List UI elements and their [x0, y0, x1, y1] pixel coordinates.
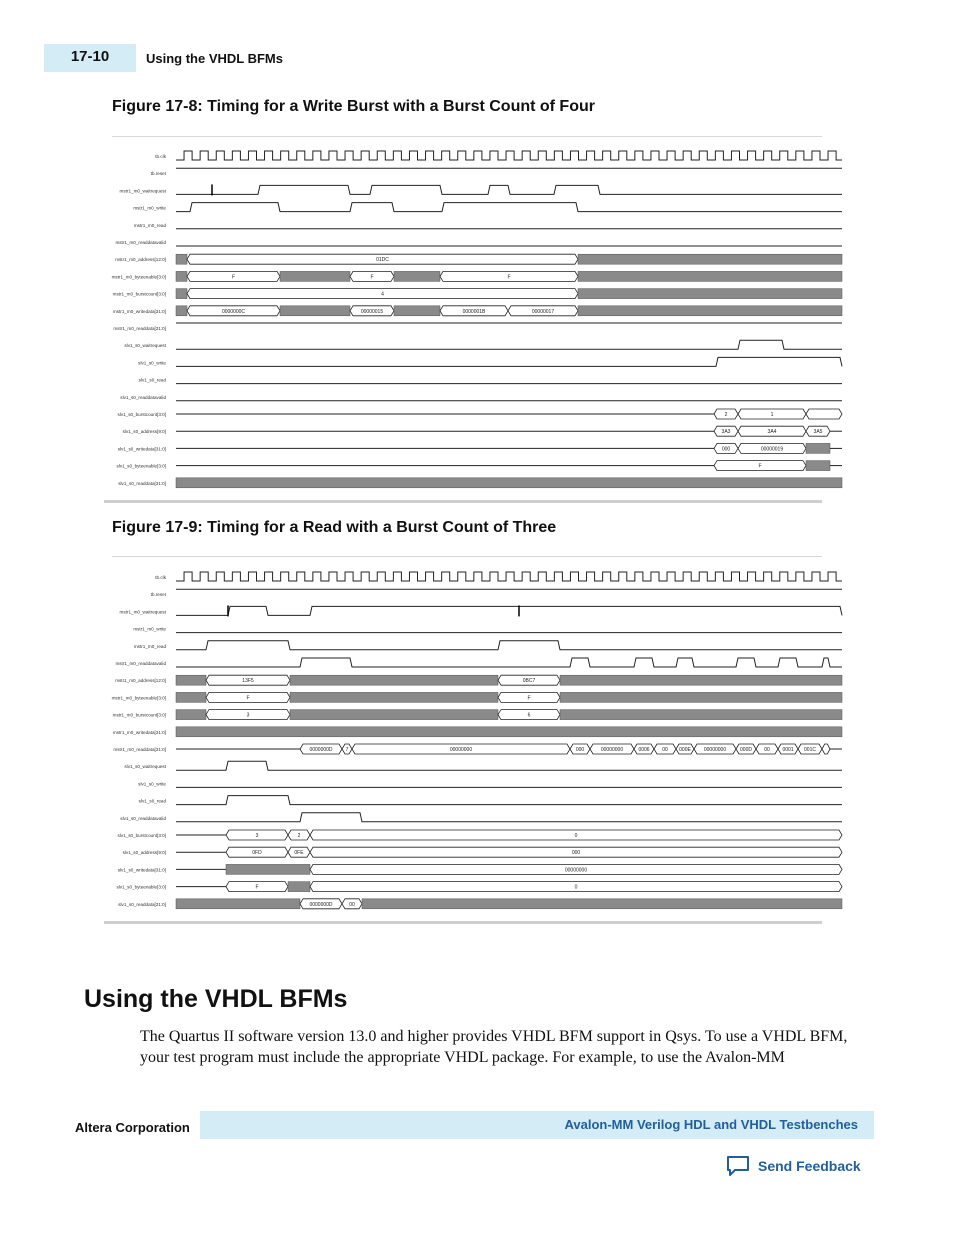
bus-value-label: 0BC7	[522, 678, 536, 685]
bus-value-label: 00000000	[449, 747, 473, 753]
bus-value-label: 3A3	[721, 429, 731, 436]
bus-value-label: 001C	[804, 747, 816, 753]
bus-undefined-segment	[288, 882, 310, 892]
bus-undefined-segment	[578, 289, 842, 299]
bus-undefined-segment	[394, 306, 440, 316]
bus-undefined-segment	[176, 289, 187, 299]
bus-undefined-segment	[280, 306, 350, 316]
signal-label: slv1_s0_byteenable[3:0]	[116, 463, 166, 469]
bus-value-label: 000D	[740, 747, 752, 753]
signal-label: mstr1_m0_readdatavalid	[115, 240, 166, 245]
bus-undefined-segment	[176, 899, 300, 909]
bus-value-label: F	[507, 274, 511, 281]
bus-value-label: F	[231, 274, 236, 281]
bit-waveform	[176, 813, 842, 822]
figure-17-8-bottom-rule	[104, 500, 822, 503]
bus-value-label: 2	[297, 833, 301, 839]
bus-undefined-segment	[560, 710, 842, 720]
bus-value-label: 4	[381, 291, 384, 298]
bus-undefined-segment	[176, 254, 187, 264]
figure-17-9-waveform	[0, 561, 954, 917]
signal-label: slv1_s0_address[9:0]	[122, 429, 166, 435]
signal-label: mstr1_m0_write	[133, 205, 166, 211]
bus-value-label: 1	[770, 412, 774, 418]
signal-label: mstr1_m0_readdata[31:0]	[113, 747, 166, 752]
bus-value-label: 00	[662, 747, 668, 753]
signal-label: mstr1_m0_read	[133, 222, 166, 228]
figure-17-8-title: Figure 17-8: Timing for a Write Burst with a Burst Count of Four	[112, 98, 595, 115]
signal-label: mstr1_m0_address[12:0]	[115, 257, 166, 263]
signal-label: slv1_s0_readdatavalid	[120, 815, 166, 821]
running-header-title: Using the VHDL BFMs	[146, 51, 283, 66]
signal-label: mstr1_m0_byteenable[3:0]	[111, 274, 166, 280]
bus-undefined-segment	[176, 675, 206, 685]
signal-label: slv1_s0_readdatavalid	[120, 394, 166, 400]
bit-waveform	[176, 357, 842, 366]
bus-undefined-segment	[578, 254, 842, 264]
bus-value-label: 0000000D	[309, 747, 333, 753]
bit-waveform	[176, 203, 842, 212]
signal-label: slv1_s0_waitrequest	[124, 343, 166, 349]
bus-undefined-segment	[280, 271, 350, 281]
signal-label: mstr1_m0_waitrequest	[119, 188, 166, 194]
bus-value-label: 0FD	[252, 850, 262, 857]
bus-value-label: 00000000	[703, 747, 727, 753]
signal-label: mstr1_m0_read	[133, 643, 166, 649]
body-paragraph: The Quartus II software version 13.0 and higher provides VHDL BFM support in Qsys. To use a VHDL BFM, your test program must include the appropriate VHDL package. For example, to use the Avalon-MM	[140, 1028, 848, 1066]
bus-undefined-segment	[176, 478, 842, 488]
bus-value-label: 000	[571, 850, 581, 857]
signal-label: mstr1_m0_write	[133, 626, 166, 632]
bus-undefined-segment	[176, 727, 842, 737]
bus-value-label: F	[255, 884, 259, 891]
bus-undefined-segment	[176, 692, 206, 702]
footer-document-title: Avalon-MM Verilog HDL and VHDL Testbenches	[564, 1117, 858, 1132]
bus-value-label: F	[527, 695, 531, 702]
clock-waveform	[176, 572, 842, 581]
bit-waveform	[176, 641, 842, 650]
bus-value-label: 13F5	[242, 678, 254, 685]
bus-value-label: 00	[764, 747, 770, 753]
signal-label: mstr1_m0_waitrequest	[119, 609, 166, 615]
bus-value-label: 0000000C	[221, 308, 246, 315]
signal-label: mstr1_m0_readdata[31:0]	[113, 326, 166, 331]
signal-label: slv1_s0_write	[138, 360, 166, 366]
bus-value-label: 2	[724, 412, 728, 418]
bus-value-label: 00	[349, 901, 355, 908]
bit-waveform	[176, 340, 842, 349]
bus-value-label: 0006	[638, 747, 650, 753]
bus-value-label: F	[246, 695, 250, 702]
bus-undefined-segment	[290, 675, 498, 685]
bus-undefined-segment	[290, 692, 498, 702]
bit-waveform	[176, 796, 842, 805]
send-feedback-link[interactable]	[726, 1154, 861, 1178]
signal-label: tb.clk	[155, 575, 166, 580]
bus-value-label: 00000015	[360, 308, 384, 315]
signal-label: slv1_s0_writedata[31:0]	[117, 867, 166, 873]
bus-value-label: 3	[246, 712, 250, 719]
bus-value-label: 00000000	[600, 747, 624, 753]
bus-value-label: 3A5	[813, 429, 823, 436]
footer-company: Altera Corporation	[75, 1120, 190, 1135]
signal-label: mstr1_m0_writedata[31:0]	[112, 308, 166, 314]
signal-label: slv1_s0_waitrequest	[124, 764, 166, 770]
bus-value-segment	[822, 744, 830, 754]
bus-value-label: F	[758, 463, 762, 470]
bit-waveform	[176, 185, 842, 194]
bus-value-label: 0000001B	[462, 308, 486, 315]
signal-label: slv1_s0_address[9:0]	[122, 850, 166, 856]
bit-waveform	[176, 761, 842, 770]
bit-waveform	[176, 606, 842, 615]
signal-label: mstr1_m0_writedata[31:0]	[112, 729, 166, 735]
signal-label: slv1_s0_read	[138, 377, 166, 383]
signal-label: mstr1_m0_readdatavalid	[115, 661, 166, 666]
bus-value-label: 6	[527, 712, 531, 719]
bus-value-label: 0	[574, 833, 578, 839]
bus-value-label: 0000000D	[309, 901, 333, 908]
bus-undefined-segment	[806, 443, 830, 453]
figure-17-8-top-rule	[112, 136, 822, 137]
signal-label: slv1_s0_byteenable[3:0]	[116, 884, 166, 890]
bus-undefined-segment	[176, 271, 187, 281]
bus-value-label: 00000017	[531, 308, 555, 315]
bus-value-label: 00000019	[760, 446, 784, 453]
bus-value-label: 0FE	[294, 850, 304, 857]
bus-value-label: 00000000	[564, 867, 588, 874]
clock-waveform	[176, 151, 842, 160]
signal-label: slv1_s0_writedata[31:0]	[117, 446, 166, 452]
bus-undefined-segment	[176, 306, 187, 316]
signal-label: slv1_s0_readdata[31:0]	[118, 901, 166, 907]
signal-label: mstr1_m0_burstcount[3:0]	[112, 291, 166, 297]
bus-undefined-segment	[578, 306, 842, 316]
speech-bubble-icon	[726, 1155, 750, 1177]
bus-value-label: F	[370, 274, 374, 281]
bus-value-label: 0	[574, 884, 578, 891]
bus-undefined-segment	[560, 692, 842, 702]
bus-undefined-segment	[362, 899, 842, 909]
signal-label: tb.reset	[150, 592, 166, 598]
bus-undefined-segment	[176, 710, 206, 720]
bus-value-label: 0001	[782, 747, 794, 753]
bus-undefined-segment	[806, 461, 830, 471]
signal-label: tb.clk	[155, 154, 166, 159]
bus-undefined-segment	[226, 864, 310, 874]
signal-label: tb.reset	[150, 171, 166, 177]
signal-label: mstr1_m0_burstcount[3:0]	[112, 712, 166, 718]
signal-label: slv1_s0_write	[138, 781, 166, 787]
section-heading: Using the VHDL BFMs	[84, 985, 348, 1013]
signal-label: mstr1_m0_address[12:0]	[115, 678, 166, 684]
bus-undefined-segment	[560, 675, 842, 685]
figure-17-9-title: Figure 17-9: Timing for a Read with a Burst Count of Three	[112, 519, 557, 536]
figure-17-9-top-rule	[112, 556, 822, 557]
signal-label: mstr1_m0_byteenable[3:0]	[111, 695, 166, 701]
bit-waveform	[176, 658, 842, 667]
bus-value-label: 01DC	[376, 257, 389, 264]
signal-label: slv1_s0_read	[138, 798, 166, 804]
bus-undefined-segment	[578, 271, 842, 281]
bus-value-label: 000	[575, 747, 585, 753]
signal-label: slv1_s0_burstcount[3:0]	[117, 833, 166, 838]
signal-label: slv1_s0_readdata[31:0]	[118, 480, 166, 486]
bus-value-label: 3	[255, 833, 259, 839]
page-number: 17-10	[70, 48, 110, 65]
signal-label: slv1_s0_burstcount[3:0]	[117, 412, 166, 417]
bus-value-label: 7	[345, 747, 349, 753]
figure-17-9-bottom-rule	[104, 921, 822, 924]
bus-value-segment	[806, 409, 842, 419]
bus-value-label: 000	[721, 446, 731, 453]
bus-value-label: 000E	[679, 747, 691, 753]
figure-17-8-waveform	[0, 140, 954, 496]
send-feedback-label: Send Feedback	[758, 1158, 861, 1174]
bus-undefined-segment	[394, 271, 440, 281]
bus-undefined-segment	[290, 710, 498, 720]
bus-value-label: 3A4	[767, 429, 777, 436]
